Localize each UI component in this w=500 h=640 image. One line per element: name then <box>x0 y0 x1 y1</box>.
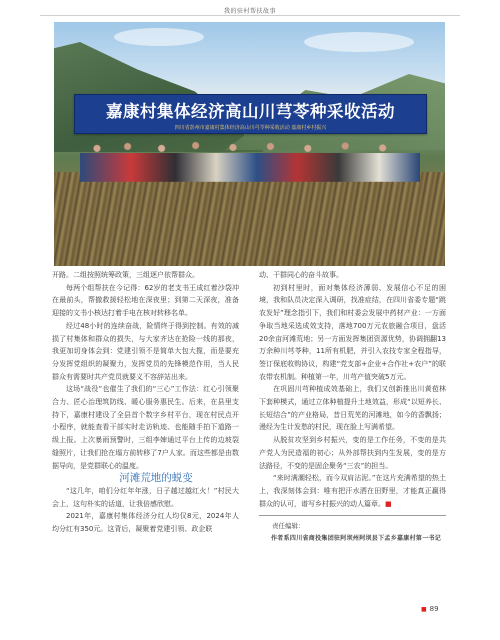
paragraph: 从脱贫攻坚到乡村振兴，变的是工作任务，不变的是共产党人为民造福的初心；从外部帮扶到内生发展，变的是方法路径，不变的是固企聚务“三农”的担当。 <box>259 436 446 470</box>
running-head: 我的驻村帮扶故事 <box>223 8 276 15</box>
paragraph: 动、干群同心的奋斗故事。 <box>259 271 343 279</box>
villager-crowd <box>80 134 420 182</box>
paragraph <box>259 472 446 510</box>
banner-title: 嘉康村集体经济高山川芎苓种采收活动 <box>106 101 395 121</box>
section-heading: 河滩荒地的蜕变 <box>119 472 193 485</box>
page-number <box>421 605 439 613</box>
paragraph: 开路。二组按照统筹政策，三组逐户依帮群众。 <box>52 271 199 279</box>
paragraph: 2021年，嘉康村集体经济分红人均仅8元，2024年人均分红有350元。这背后，凝聚着党建引领、政企联 <box>52 512 239 534</box>
header-rule <box>40 15 460 16</box>
cloud <box>114 28 204 46</box>
harvest-field <box>54 172 445 266</box>
page-mark-icon: ■ <box>421 605 427 613</box>
paragraph: 经过48小时的连续奋战，险情终于得到控制。有效的减损了村集体和群众的损失，与大家齐达在抢险一线的那夜，我更加切身体会到：党建引领不是简单大包大揽，而是要充分发挥党组织的凝聚力，发挥党员的先锋模范作用，当人民群众有需要时共产党员就要义不容辞站出来。 <box>52 321 239 381</box>
paragraph-text: “来时满潮轻松，而今双肩沾泥。”在这片充满希望的热土上，我深刻体会到：唯有把汗水洒在田野里，才能真正赢得群众的认可，谱写乡村振兴的动人篇章。 <box>259 474 446 508</box>
right-column <box>259 269 446 546</box>
paragraph: “这几年，咱们分红年年涨，日子越过越红火！”村民大会上，这句朴实的话道，让我倍感欣慰。 <box>52 486 239 508</box>
banner-subtitle: 四川省彭州市嘉康村集体经济高山川芎苓种采收活动 嘉康村乡村振兴 <box>174 124 327 131</box>
author-note: 作者系四川省商投集团驻阿坝州阿坝县下孟乡嘉康村第一书记 <box>271 535 442 543</box>
paragraph: 每两个组帮扶在今记得：62岁的老支书王成红着沙袋冲在最前头，帮撤救援轻松地在深夜里；到第二天深夜，准备迎接的文书小核达打着手电在核对转移名单。 <box>52 283 239 318</box>
end-mark-icon: ■ <box>385 499 392 508</box>
event-banner <box>74 94 427 134</box>
page-number-text: 89 <box>429 605 439 613</box>
cloud <box>304 32 414 52</box>
paragraph: 在巩固川芎种植成效基础上，我们又创新推出川黄苞林下套种模式，通过立体种植提升土地效益，形成“以短养长、长短结合”的产业格局，昔日荒芜的河滩地，如今的香飘扬；漫经为生计发愁的村民，现在脸上写满希望。 <box>259 385 446 432</box>
divider <box>259 515 446 516</box>
paragraph: 这场“战役”也催生了我们的“三心”工作法：红心引领聚合力、匠心治理筑防线、暖心服务惠民生。后来，在县里支持下，嘉康村建设了全县首个数字乡村平台，现在村民点开小程序，就能查看干部实时走访轨迹、也能随手拍下道路一级上报。上次暴雨预警时，三组李婶通过平台上传的边坡裂缝照片，让我们抢在塌方前转移了7户人家。而这些都是由数据导向，是党群联心的温度。 <box>52 385 239 470</box>
editor-label: 责任编辑： <box>272 522 305 531</box>
left-column <box>52 269 239 536</box>
harvest-photo <box>54 22 445 266</box>
paragraph: 初到村里时，面对集体经济薄弱、发展信心不足的困境，我和队员决定深入调研，找准症结，在四川省委专题“跳农发好”理念指引下，我们和村委会发展中药材产业：一方面争取当地采选成效支持，落地700万元农旅融合项目，盘活20余亩河滩荒地；另一方面发挥集团资源优势，协调拥翻13万余种川芎苓种，11所有机肥，并引入农技专家全程指导，签订保底收购协议，构建“党支部+企业+合作社+农户”的联农带农机制。种植第一年，川芎产值突破5万元。 <box>259 283 446 381</box>
